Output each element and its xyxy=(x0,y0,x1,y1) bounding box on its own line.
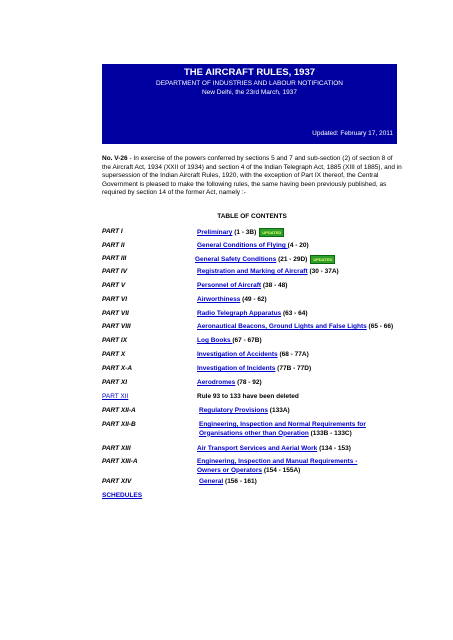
updated-badge: UPDATED xyxy=(310,255,335,264)
rule-range: (156 - 161) xyxy=(223,478,257,485)
link-registration-and-marking[interactable]: Registration and Marking of Aircraft xyxy=(197,268,308,275)
link-investigation-of-accidents[interactable]: Investigation of Accidents xyxy=(197,351,278,358)
part-label: PART VIII xyxy=(102,323,131,330)
rule-range: (30 - 37A) xyxy=(307,268,339,275)
part-label: PART III xyxy=(102,255,127,262)
rule-range: (4 - 20) xyxy=(287,242,309,249)
department-line: DEPARTMENT OF INDUSTRIES AND LABOUR NOTIFICATION xyxy=(156,80,343,87)
link-general-conditions-of-flying[interactable]: General Conditions of Flying xyxy=(197,242,288,249)
link-air-transport-services[interactable]: Air Transport Services and Aerial Work xyxy=(197,445,318,452)
rule-range: (133B - 133C) xyxy=(308,429,352,437)
part-label: PART XIII-A xyxy=(102,458,138,465)
link-engineering-inspection-manual[interactable]: Engineering, Inspection and Manual Requirements - Owners or Operators xyxy=(197,458,358,474)
updated-badge: UPDATED xyxy=(259,228,284,237)
link-investigation-of-incidents[interactable]: Investigation of Incidents xyxy=(197,365,276,372)
part-label: PART XII-A xyxy=(102,407,136,414)
rule-range: (65 - 66) xyxy=(366,323,394,330)
rule-range: (38 - 48) xyxy=(261,282,288,289)
part-label: PART XIV xyxy=(102,478,132,485)
part-label: PART IX xyxy=(102,337,128,344)
link-regulatory-provisions[interactable]: Regulatory Provisions xyxy=(199,407,268,414)
part-label: PART X xyxy=(102,351,126,358)
rule-range: (154 - 155A) xyxy=(262,466,301,474)
link-airworthiness[interactable]: Airworthiness xyxy=(197,296,241,303)
rule-range: (133A) xyxy=(268,407,290,414)
deleted-note: Rule 93 to 133 have been deleted xyxy=(197,393,299,400)
page-title: THE AIRCRAFT RULES, 1937 xyxy=(183,67,316,78)
link-engineering-inspection-normal[interactable]: Engineering, Inspection and Normal Requirements for Organisations other than Operation xyxy=(199,421,366,437)
part-label: PART XII-B xyxy=(102,421,136,428)
rule-range: (63 - 64) xyxy=(281,310,308,317)
link-log-books[interactable]: Log Books xyxy=(197,337,233,344)
updated-date: Updated: February 17, 2011 xyxy=(312,130,393,137)
rule-range: (77B - 77D) xyxy=(275,365,312,372)
part-label: PART XIII xyxy=(102,445,131,452)
part-label: PART II xyxy=(102,242,125,249)
place-date-line: New Delhi, the 23rd March, 1937 xyxy=(201,89,298,96)
link-schedules[interactable]: SCHEDULES xyxy=(102,492,143,499)
rule-range: (67 - 67B) xyxy=(232,337,262,344)
part-label: PART VII xyxy=(102,310,129,317)
toc-heading: TABLE OF CONTENTS xyxy=(217,213,287,220)
rule-range: (1 - 3B) xyxy=(232,229,257,237)
link-aerodromes[interactable]: Aerodromes xyxy=(197,379,236,386)
rule-range: (49 - 62) xyxy=(240,296,267,303)
part-label: PART V xyxy=(102,282,126,289)
part-label: PART IV xyxy=(102,268,128,275)
intro-paragraph xyxy=(102,155,402,198)
part-label: PART VI xyxy=(102,296,128,303)
rule-range: (78 - 92) xyxy=(235,379,262,386)
link-general[interactable]: General xyxy=(199,478,224,485)
intro-text: - In exercise of the powers conferred by sections 5 and 7 and sub-section (2) of section 8 of the Aircraft Act, 1934 (XXII of 1934) and section 4 of the Indian Telegraph Act, 1885 (XIII of 1885), and in supersession of the Indian Aircraft Rules, 1920, with the exception of Part IX thereof, the Central Government is pleased to make the following rules, the same having been previously published, as required by section 14 of the former Act, namely :- xyxy=(102,155,402,197)
rule-range: (21 - 29D) xyxy=(276,256,308,264)
title-banner xyxy=(102,64,397,144)
link-radio-telegraph-apparatus[interactable]: Radio Telegraph Apparatus xyxy=(197,310,282,317)
link-aeronautical-beacons[interactable]: Aeronautical Beacons, Ground Lights and False Lights xyxy=(197,323,367,330)
rule-range: (68 - 77A) xyxy=(277,351,309,358)
part-label: PART X-A xyxy=(102,365,133,372)
link-part-xii[interactable]: PART XII xyxy=(102,393,129,400)
part-label: PART XI xyxy=(102,379,128,386)
rule-range: (134 - 153) xyxy=(317,445,351,452)
link-preliminary[interactable]: Preliminary xyxy=(197,229,233,237)
part-label: PART I xyxy=(102,228,123,235)
link-general-safety-conditions[interactable]: General Safety Conditions xyxy=(195,256,277,264)
notification-number: No. V-26 xyxy=(102,155,128,162)
link-personnel-of-aircraft[interactable]: Personnel of Aircraft xyxy=(197,282,262,289)
